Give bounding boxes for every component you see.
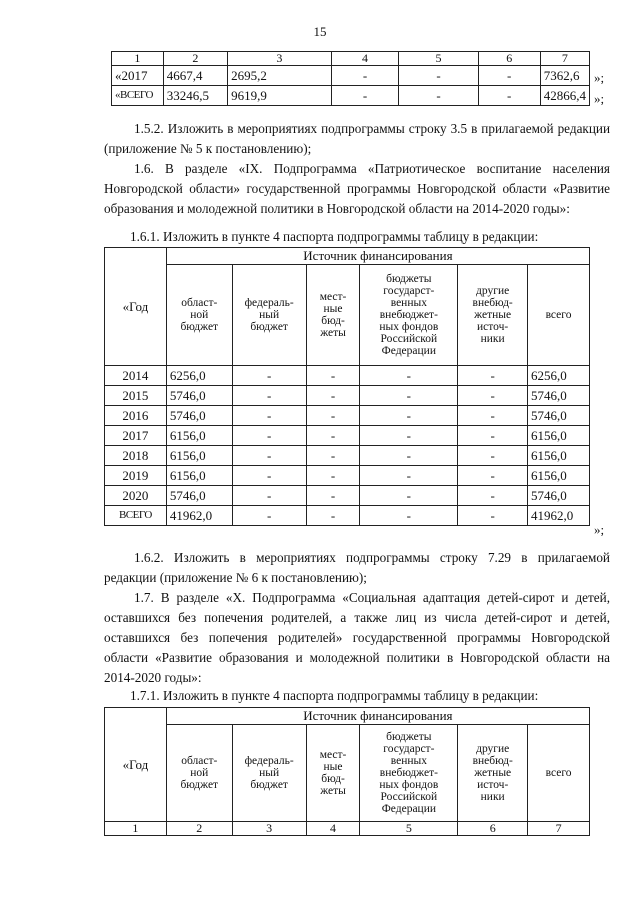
- col-num: 2: [166, 822, 232, 836]
- column-header: мест- ные бюд- жеты: [306, 265, 360, 366]
- cell: -: [478, 66, 540, 86]
- column-header: федераль- ный бюджет: [232, 265, 306, 366]
- source-header: Источник финансирования: [166, 708, 589, 725]
- cell: 6156,0: [528, 466, 590, 486]
- column-header: всего: [528, 725, 590, 822]
- row-suffix: »;: [594, 91, 605, 106]
- cell: -: [360, 486, 458, 506]
- header-row: [112, 52, 590, 66]
- year-cell: 2020: [105, 486, 167, 506]
- paragraph-1-7: 1.7. В разделе «X. Подпрограмма «Социальная адаптация детей-сирот и детей, оставшихся без попечения родителей, а также лиц из числа детей-сирот и детей, оставшихся без попечения родителей» государственной программы Новгородской области «Развитие образования и молодежной политики в Новгородской области на 2014-2020 годы»:: [104, 590, 610, 685]
- col-num: 3: [232, 822, 306, 836]
- col-num: 1: [112, 52, 164, 66]
- year-cell: 2015: [105, 386, 167, 406]
- col-num: 4: [331, 52, 399, 66]
- cell: -: [232, 506, 306, 526]
- cell: -: [458, 406, 528, 426]
- year-header: «Год: [105, 248, 167, 366]
- total-label: ВСЕГО: [105, 506, 167, 526]
- cell: -: [360, 386, 458, 406]
- cell: -: [360, 466, 458, 486]
- cell: -: [458, 366, 528, 386]
- col-num: 3: [228, 52, 332, 66]
- header-row: [105, 248, 590, 265]
- cell: 5746,0: [528, 406, 590, 426]
- cell: 5746,0: [166, 386, 232, 406]
- cell: 33246,5: [163, 86, 227, 106]
- cell: 6156,0: [166, 426, 232, 446]
- cell: 5746,0: [528, 386, 590, 406]
- cell: -: [331, 86, 399, 106]
- cell: «2017: [112, 66, 164, 86]
- table-row: [105, 446, 590, 466]
- cell: -: [458, 466, 528, 486]
- cell: 7362,6: [540, 66, 589, 86]
- col-num: 7: [528, 822, 590, 836]
- cell: -: [458, 386, 528, 406]
- column-header-row: [105, 265, 590, 366]
- cell: 5746,0: [166, 486, 232, 506]
- cell: -: [232, 466, 306, 486]
- column-header: бюджеты государст- венных внебюджет- ных фондов Российской Федерации: [360, 265, 458, 366]
- year-cell: 2017: [105, 426, 167, 446]
- cell: -: [306, 386, 360, 406]
- cell: -: [360, 426, 458, 446]
- source-header: Источник финансирования: [166, 248, 589, 265]
- cell: 6156,0: [528, 446, 590, 466]
- header-row: [105, 708, 590, 725]
- cell: 2695,2: [228, 66, 332, 86]
- col-num: 2: [163, 52, 227, 66]
- cell: -: [331, 66, 399, 86]
- cell: 9619,9: [228, 86, 332, 106]
- column-header: федераль- ный бюджет: [232, 725, 306, 822]
- table-row: [105, 406, 590, 426]
- column-header-row: [105, 725, 590, 822]
- column-number-row: [105, 822, 590, 836]
- cell: 5746,0: [166, 406, 232, 426]
- table-row: [105, 426, 590, 446]
- year-cell: 2018: [105, 446, 167, 466]
- cell: -: [232, 386, 306, 406]
- col-num: 6: [458, 822, 528, 836]
- paragraph-1-6-1: 1.6.1. Изложить в пункте 4 паспорта подпрограммы таблицу в редакции:: [130, 229, 539, 244]
- cell: -: [360, 406, 458, 426]
- cell: -: [232, 426, 306, 446]
- table-row: [105, 386, 590, 406]
- column-header: област- ной бюджет: [166, 725, 232, 822]
- column-header: другие внебюд- жетные источ- ники: [458, 265, 528, 366]
- cell: -: [232, 486, 306, 506]
- col-num: 4: [306, 822, 360, 836]
- year-cell: 2014: [105, 366, 167, 386]
- cell: 41962,0: [166, 506, 232, 526]
- cell: 6256,0: [528, 366, 590, 386]
- row-suffix: »;: [594, 522, 605, 537]
- financing-table: [104, 247, 590, 526]
- row-suffix: »;: [594, 70, 605, 85]
- table-row-total: [105, 506, 590, 526]
- paragraph-1-5-2: 1.5.2. Изложить в мероприятиях подпрограммы строку 3.5 в прилагаемой редакции (приложение № 5 к постановлению);: [104, 121, 610, 156]
- table-row: [105, 486, 590, 506]
- table-row: [105, 466, 590, 486]
- cell: -: [306, 406, 360, 426]
- col-num: 6: [478, 52, 540, 66]
- page-number: 15: [313, 24, 327, 39]
- cell: -: [360, 506, 458, 526]
- year-cell: 2019: [105, 466, 167, 486]
- cell: -: [399, 66, 478, 86]
- cell: -: [360, 446, 458, 466]
- paragraph-1-6: 1.6. В разделе «IX. Подпрограмма «Патриотическое воспитание населения Новгородской области» государственной программы Новгородской области «Развитие образования и молодежной политики в Новгородской области на 2014-2020 годы»:: [104, 161, 610, 216]
- cell: -: [458, 426, 528, 446]
- cell: 41962,0: [528, 506, 590, 526]
- col-num: 5: [360, 822, 458, 836]
- cell: -: [478, 86, 540, 106]
- cell: -: [306, 366, 360, 386]
- cell: 6156,0: [166, 466, 232, 486]
- table-row: [112, 66, 590, 86]
- paragraph-1-6-2: 1.6.2. Изложить в мероприятиях подпрограммы строку 7.29 в прилагаемой редакции (приложение № 6 к постановлению);: [104, 550, 610, 585]
- cell: -: [458, 506, 528, 526]
- paragraph-1-7-1: 1.7.1. Изложить в пункте 4 паспорта подпрограммы таблицу в редакции:: [130, 688, 539, 703]
- cell: -: [306, 466, 360, 486]
- cell: -: [232, 446, 306, 466]
- column-header: всего: [528, 265, 590, 366]
- col-num: 7: [540, 52, 589, 66]
- column-header: бюджеты государст- венных внебюджет- ных фондов Российской Федерации: [360, 725, 458, 822]
- column-header: мест- ные бюд- жеты: [306, 725, 360, 822]
- col-num: 1: [105, 822, 167, 836]
- cell: -: [232, 366, 306, 386]
- table-row: [112, 86, 590, 106]
- cell: -: [399, 86, 478, 106]
- cell: -: [306, 486, 360, 506]
- table-row: [105, 366, 590, 386]
- cell: 42866,4: [540, 86, 589, 106]
- cell: -: [306, 446, 360, 466]
- year-header: «Год: [105, 708, 167, 822]
- cell: -: [458, 446, 528, 466]
- cell: «ВСЕГО: [112, 86, 164, 106]
- continuation-table: [111, 51, 590, 106]
- column-header: област- ной бюджет: [166, 265, 232, 366]
- col-num: 5: [399, 52, 478, 66]
- cell: 4667,4: [163, 66, 227, 86]
- cell: 6156,0: [166, 446, 232, 466]
- cell: -: [458, 486, 528, 506]
- cell: 6256,0: [166, 366, 232, 386]
- cell: -: [360, 366, 458, 386]
- cell: 5746,0: [528, 486, 590, 506]
- year-cell: 2016: [105, 406, 167, 426]
- cell: -: [306, 506, 360, 526]
- column-header: другие внебюд- жетные источ- ники: [458, 725, 528, 822]
- cell: -: [232, 406, 306, 426]
- financing-table-2: [104, 707, 590, 836]
- cell: 6156,0: [528, 426, 590, 446]
- cell: -: [306, 426, 360, 446]
